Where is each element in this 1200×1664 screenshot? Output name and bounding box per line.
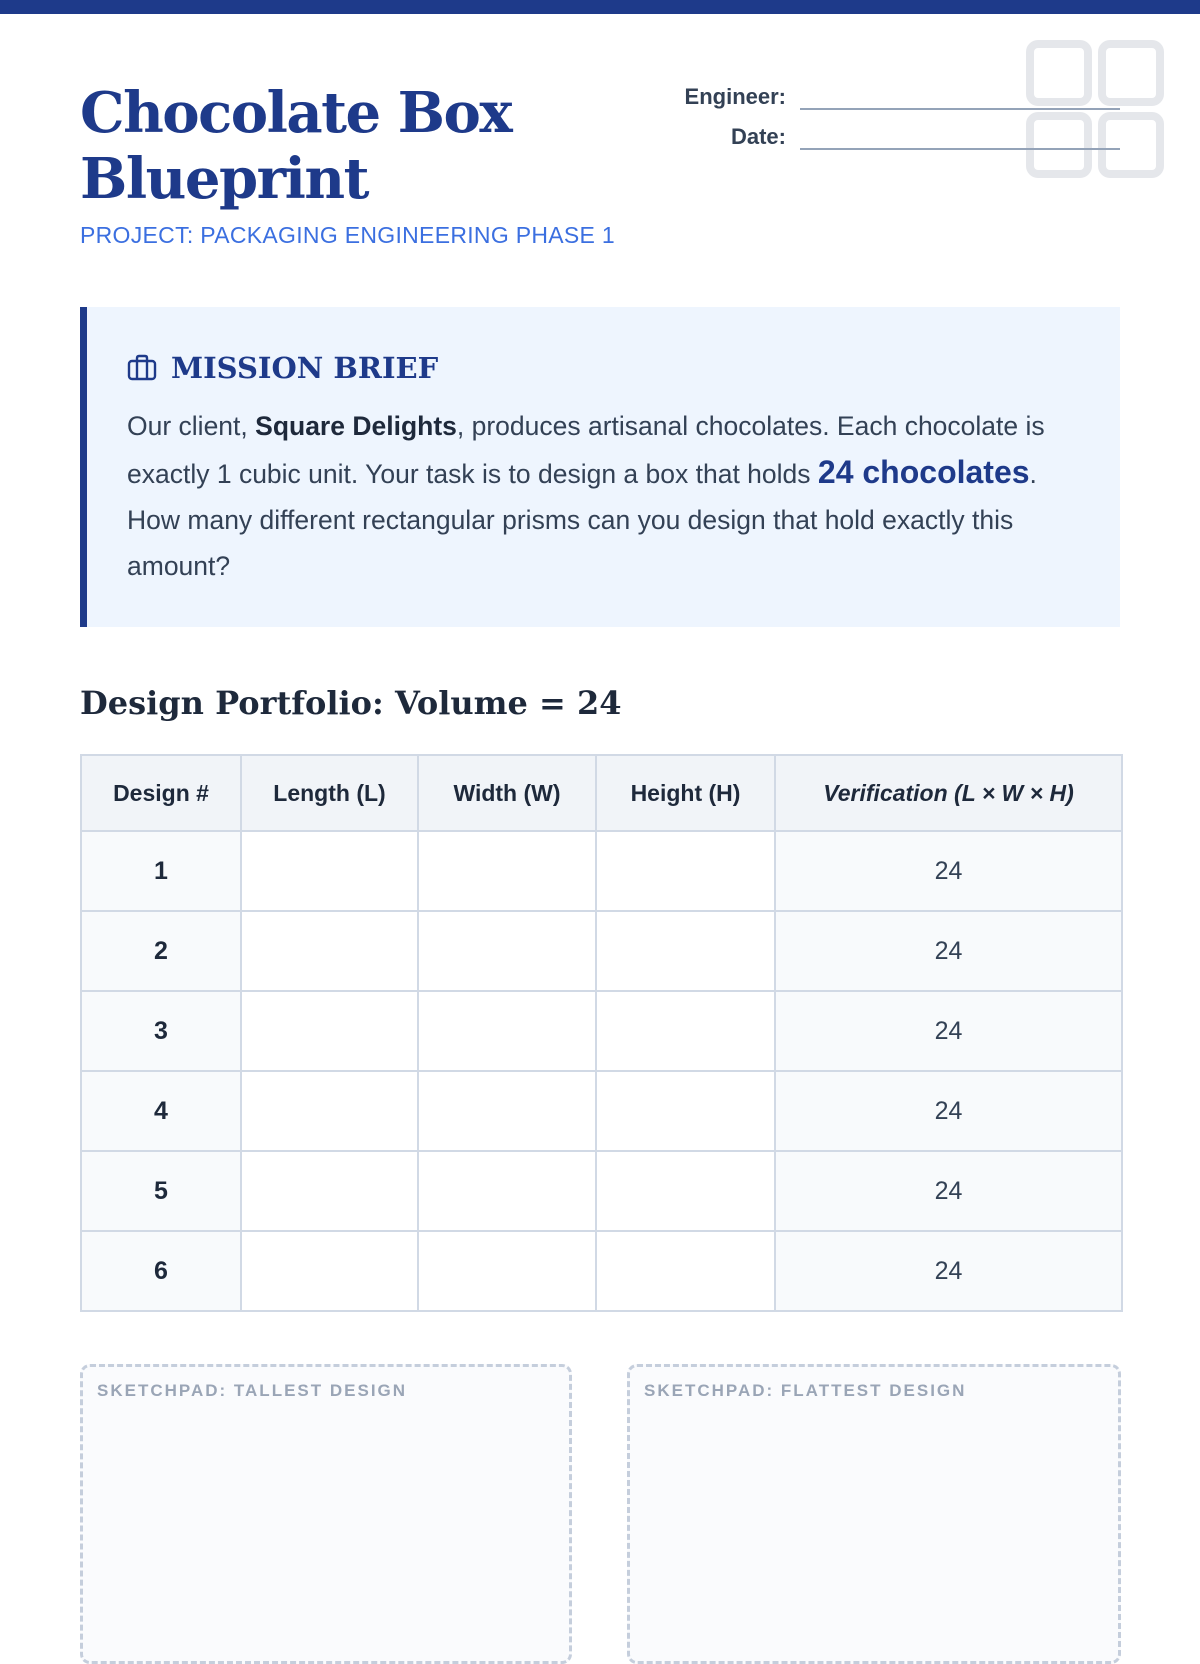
width-cell[interactable]: [418, 1231, 596, 1311]
table-row: [81, 831, 1122, 911]
length-cell[interactable]: [241, 911, 418, 991]
brief-text-part-2: , produces artisanal chocolates. Each chocolate is exactly 1 cubic unit. Your task is to design a box that holds: [127, 411, 1045, 489]
table-header-row: [81, 755, 1122, 831]
width-cell[interactable]: [418, 1151, 596, 1231]
mission-brief-panel: [80, 307, 1120, 627]
width-cell[interactable]: [418, 911, 596, 991]
table-row: [81, 1231, 1122, 1311]
chocolate-count-highlight: 24 chocolates: [817, 454, 1030, 490]
length-cell[interactable]: [241, 831, 418, 911]
length-cell[interactable]: [241, 1231, 418, 1311]
date-input-line[interactable]: [800, 124, 1120, 150]
engineer-input-line[interactable]: [800, 84, 1120, 110]
length-cell[interactable]: [241, 991, 418, 1071]
height-cell[interactable]: [596, 991, 775, 1071]
column-header-height: Height (H): [596, 755, 775, 831]
briefcase-icon: [127, 353, 157, 383]
table-row: [81, 1071, 1122, 1151]
table-row: [81, 911, 1122, 991]
column-header-width: Width (W): [418, 755, 596, 831]
verification-cell: 24: [775, 911, 1122, 991]
verification-cell: 24: [775, 991, 1122, 1071]
design-number-cell: 2: [81, 911, 241, 991]
height-cell[interactable]: [596, 1231, 775, 1311]
height-cell[interactable]: [596, 1071, 775, 1151]
engineer-label: Engineer:: [684, 84, 786, 109]
page-title: Chocolate Box Blueprint: [80, 80, 512, 212]
verification-cell: 24: [775, 1231, 1122, 1311]
verification-cell: 24: [775, 831, 1122, 911]
verification-cell: 24: [775, 1151, 1122, 1231]
verification-cell: 24: [775, 1071, 1122, 1151]
width-cell[interactable]: [418, 991, 596, 1071]
design-number-cell: 1: [81, 831, 241, 911]
width-cell[interactable]: [418, 831, 596, 911]
design-number-cell: 5: [81, 1151, 241, 1231]
mission-brief-header: [127, 351, 1080, 385]
top-accent-bar: [0, 0, 1200, 14]
column-header-verification: Verification (L × W × H): [775, 755, 1122, 831]
brief-text-part-3: . How many different rectangular prisms can you design that hold exactly this amount?: [127, 459, 1037, 581]
engineer-field: [616, 84, 1120, 110]
mission-brief-title: MISSION BRIEF: [171, 351, 439, 385]
project-subtitle: PROJECT: PACKAGING ENGINEERING PHASE 1: [80, 222, 615, 248]
height-cell[interactable]: [596, 1151, 775, 1231]
column-header-design: Design #: [81, 755, 241, 831]
design-number-cell: 3: [81, 991, 241, 1071]
brief-text-part-1: Our client,: [127, 411, 256, 441]
table-row: [81, 991, 1122, 1071]
column-header-length: Length (L): [241, 755, 418, 831]
design-portfolio-table: [80, 754, 1123, 1312]
design-number-cell: 6: [81, 1231, 241, 1311]
sketchpad-flattest[interactable]: [627, 1364, 1121, 1664]
height-cell[interactable]: [596, 911, 775, 991]
width-cell[interactable]: [418, 1071, 596, 1151]
client-name: Square Delights: [255, 411, 457, 441]
design-number-cell: 4: [81, 1071, 241, 1151]
portfolio-title: Design Portfolio: Volume = 24: [80, 684, 622, 722]
length-cell[interactable]: [241, 1151, 418, 1231]
date-field: [616, 124, 1120, 150]
sketchpad-flattest-label: SKETCHPAD: FLATTEST DESIGN: [644, 1381, 967, 1400]
mission-brief-text: [127, 403, 1080, 589]
date-label: Date:: [730, 124, 786, 149]
length-cell[interactable]: [241, 1071, 418, 1151]
table-row: [81, 1151, 1122, 1231]
sketchpad-tallest[interactable]: [80, 1364, 572, 1664]
height-cell[interactable]: [596, 831, 775, 911]
sketchpad-tallest-label: SKETCHPAD: TALLEST DESIGN: [97, 1381, 408, 1400]
